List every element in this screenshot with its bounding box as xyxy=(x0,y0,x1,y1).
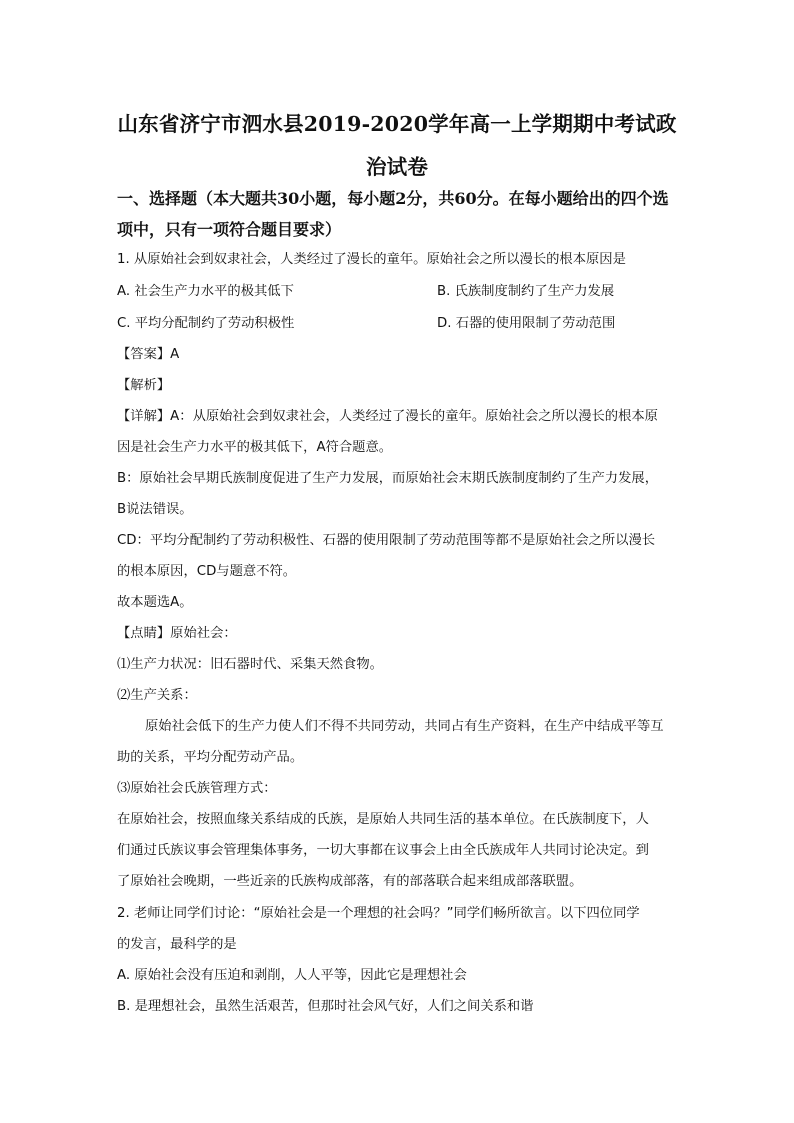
question-1-stem: 1. 从原始社会到奴隶社会，人类经过了漫长的童年。原始社会之所以漫长的根本原因是 xyxy=(117,252,626,267)
question-1-option-d: D. 石器的使用限制了劳动范围 xyxy=(437,316,616,331)
question-1-option-b: B. 氏族制度制约了生产力发展 xyxy=(437,284,615,299)
question-2-stem-line-1: 2. 老师让同学们讨论：“原始社会是一个理想的社会吗？”同学们畅所欲言。以下四位同学 xyxy=(117,906,640,921)
question-2-stem-line-2: 的发言，最科学的是 xyxy=(117,937,237,952)
question-1-tip-line: ⑴生产力状况：旧石器时代、采集天然食物。 xyxy=(117,657,383,672)
question-1-detail-line: 故本题选A。 xyxy=(117,595,193,610)
document-title-line-1: 山东省济宁市泗水县2019-2020学年高一上学期期中考试政 xyxy=(117,112,677,136)
question-1-detail-line: B说法错误。 xyxy=(117,502,193,517)
question-2-option-a: A. 原始社会没有压迫和剥削，人人平等，因此它是理想社会 xyxy=(117,968,467,983)
question-1-detail-line: 因是社会生产力水平的极其低下，A符合题意。 xyxy=(117,440,393,455)
question-1-tip-line: 在原始社会，按照血缘关系结成的氏族，是原始人共同生活的基本单位。在氏族制度下，人 xyxy=(117,812,649,827)
question-1-tip-line: 了原始社会晚期，一些近亲的氏族构成部落，有的部落联合起来组成部落联盟。 xyxy=(117,874,583,889)
question-1-tip-line: 助的关系，平均分配劳动产品。 xyxy=(117,750,304,765)
question-2-option-b: B. 是理想社会，虽然生活艰苦，但那时社会风气好，人们之间关系和谐 xyxy=(117,999,534,1014)
question-1-tip-line: ⑵生产关系： xyxy=(117,688,197,703)
question-1-tip-line: ⑶原始社会氏族管理方式： xyxy=(117,781,277,796)
document-title-line-2: 治试卷 xyxy=(365,155,429,179)
question-1-analysis-label: 【解析】 xyxy=(117,378,171,393)
question-1-detail-line: CD：平均分配制约了劳动积极性、石器的使用限制了劳动范围等都不是原始社会之所以漫长 xyxy=(117,533,656,548)
question-1-tip-line: 原始社会低下的生产力使人们不得不共同劳动，共同占有生产资料，在生产中结成平等互 xyxy=(145,719,664,734)
question-1-option-a: A. 社会生产力水平的极其低下 xyxy=(117,284,294,299)
question-1-detail-line: 的根本原因，CD与题意不符。 xyxy=(117,564,297,579)
section-heading-line-1: 一、选择题（本大题共30小题，每小题2分，共60分。在每小题给出的四个选 xyxy=(117,189,669,208)
question-1-tip-heading: 【点睛】原始社会： xyxy=(117,626,237,641)
question-1-answer: 【答案】A xyxy=(117,347,180,362)
question-1-detail-line: B：原始社会早期氏族制度促进了生产力发展，而原始社会末期氏族制度制约了生产力发展， xyxy=(117,471,658,486)
question-1-tip-line: 们通过氏族议事会管理集体事务，一切大事都在议事会上由全氏族成年人共同讨论决定。到 xyxy=(117,843,649,858)
question-1-detail-line: 【详解】A：从原始社会到奴隶社会，人类经过了漫长的童年。原始社会之所以漫长的根本原 xyxy=(117,409,658,424)
section-heading-line-2: 项中，只有一项符合题目要求） xyxy=(117,220,342,239)
question-1-option-c: C. 平均分配制约了劳动积极性 xyxy=(117,316,295,331)
